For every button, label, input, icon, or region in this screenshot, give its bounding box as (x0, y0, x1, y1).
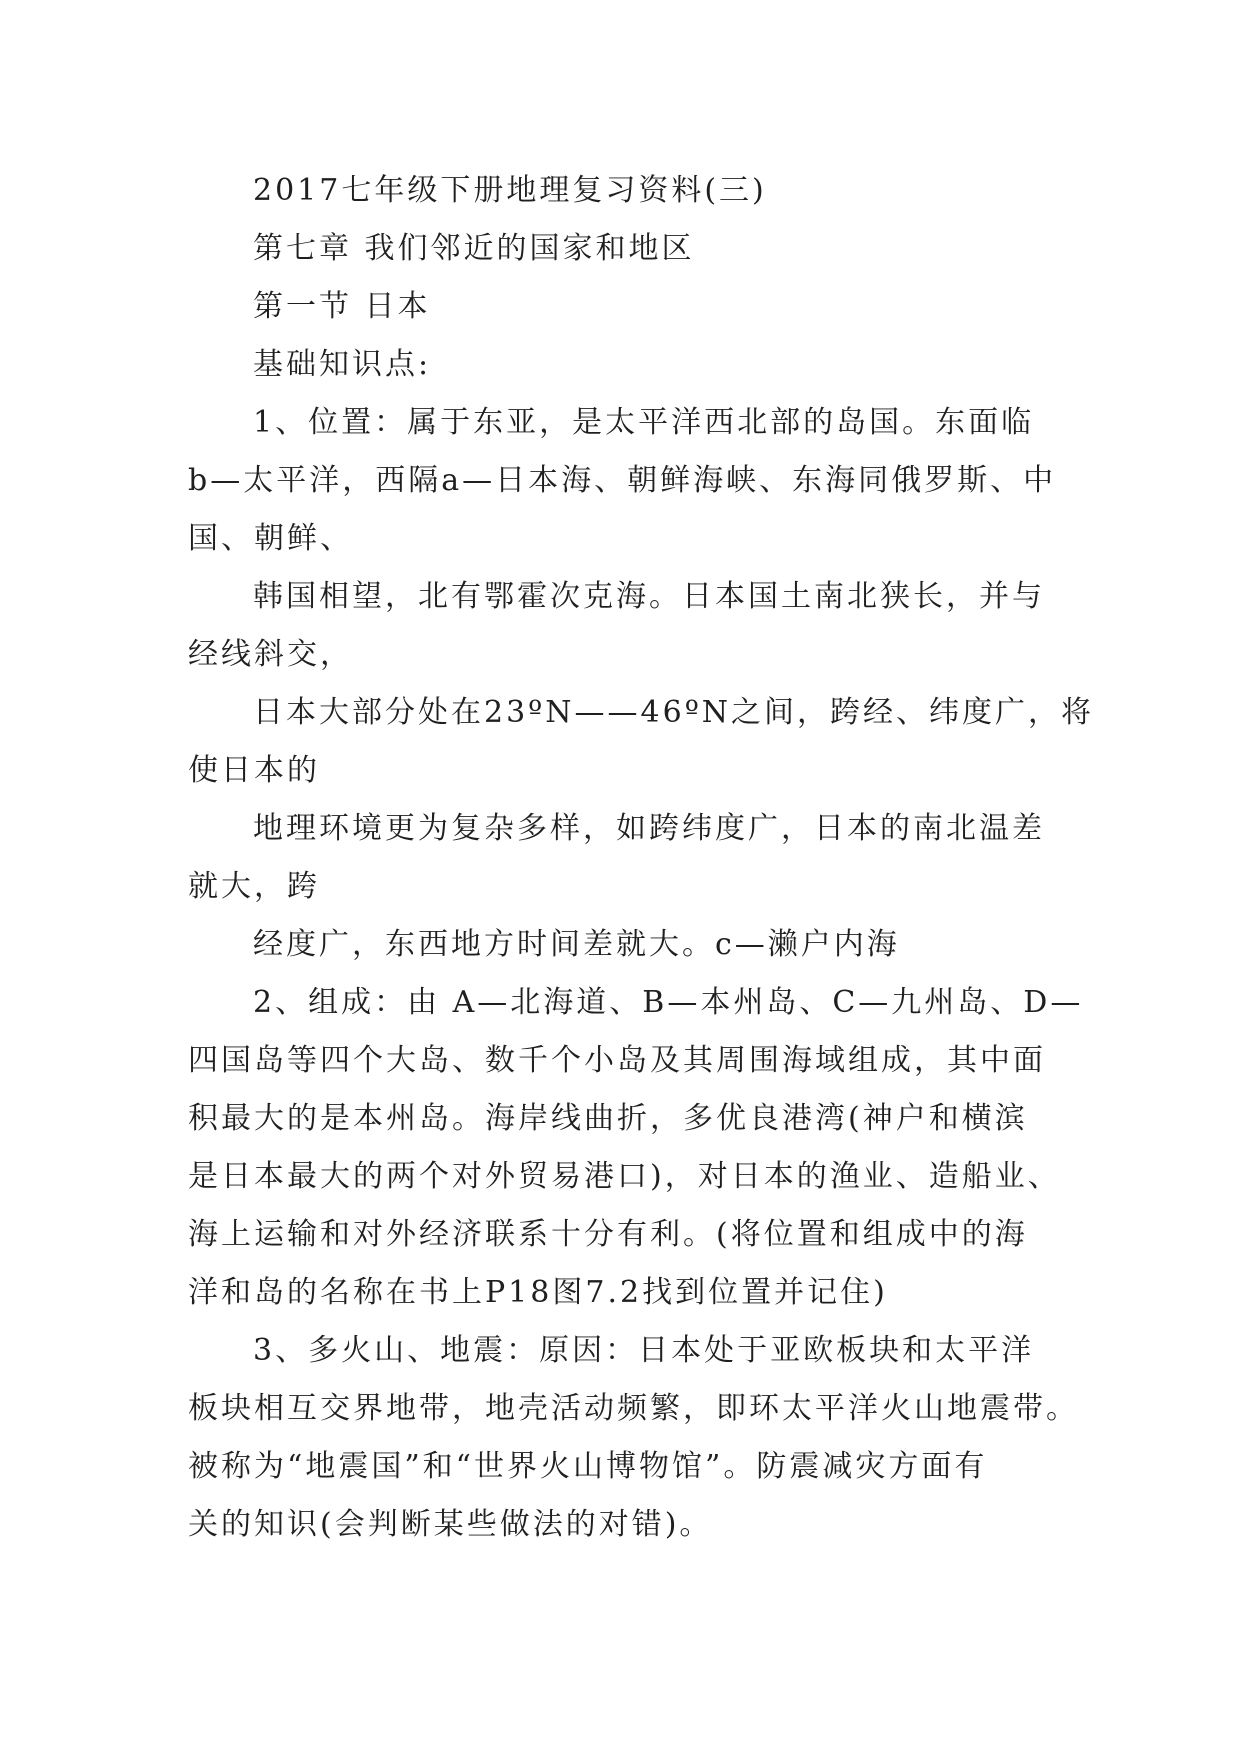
subheading: 基础知识点: (253, 347, 432, 382)
text-line: 1、位置：属于东亚，是太平洋西北部的岛国。东面临 (253, 405, 1035, 440)
text-line: 经度广，东西地方时间差就大。c—濑户内海 (253, 927, 900, 962)
text-line: 是日本最大的两个对外贸易港口)，对日本的渔业、造船业、 (188, 1159, 1061, 1194)
text-line: b—太平洋，西隔a—日本海、朝鲜海峡、东海同俄罗斯、中 (188, 463, 1057, 498)
document-title: 2017七年级下册地理复习资料(三) (253, 173, 767, 208)
text-line: 四国岛等四个大岛、数千个小岛及其周围海域组成，其中面 (188, 1043, 1046, 1078)
text-line: 海上运输和对外经济联系十分有利。(将位置和组成中的海 (188, 1217, 1028, 1252)
document-body (188, 162, 1095, 1554)
text-line: 被称为“地震国”和“世界火山博物馆”。防震减灾方面有 (188, 1449, 988, 1484)
text-line: 板块相互交界地带，地壳活动频繁，即环太平洋火山地震带。 (188, 1391, 1079, 1426)
text-line: 3、多火山、地震：原因：日本处于亚欧板块和太平洋 (253, 1333, 1035, 1368)
text-line: 关的知识(会判断某些做法的对错)。 (188, 1507, 713, 1542)
text-line: 积最大的是本州岛。海岸线曲折，多优良港湾(神户和横滨 (188, 1101, 1028, 1136)
section-heading: 第一节 日本 (253, 289, 431, 324)
text-line: 韩国相望，北有鄂霍次克海。日本国土南北狭长，并与 (253, 579, 1045, 614)
text-line: 使日本的 (188, 753, 320, 788)
text-line: 2、组成：由 A—北海道、B—本州岛、C—九州岛、D— (253, 985, 1084, 1020)
chapter-heading: 第七章 我们邻近的国家和地区 (253, 231, 695, 266)
text-line: 洋和岛的名称在书上P18图7.2找到位置并记住) (188, 1275, 888, 1310)
text-line: 地理环境更为复杂多样，如跨纬度广，日本的南北温差 (253, 811, 1045, 846)
text-line: 就大，跨 (188, 869, 320, 904)
text-line: 经线斜交， (188, 637, 353, 672)
text-line: 国、朝鲜、 (188, 521, 353, 556)
text-line: 日本大部分处在23ºN——46ºN之间，跨经、纬度广，将 (253, 695, 1095, 730)
